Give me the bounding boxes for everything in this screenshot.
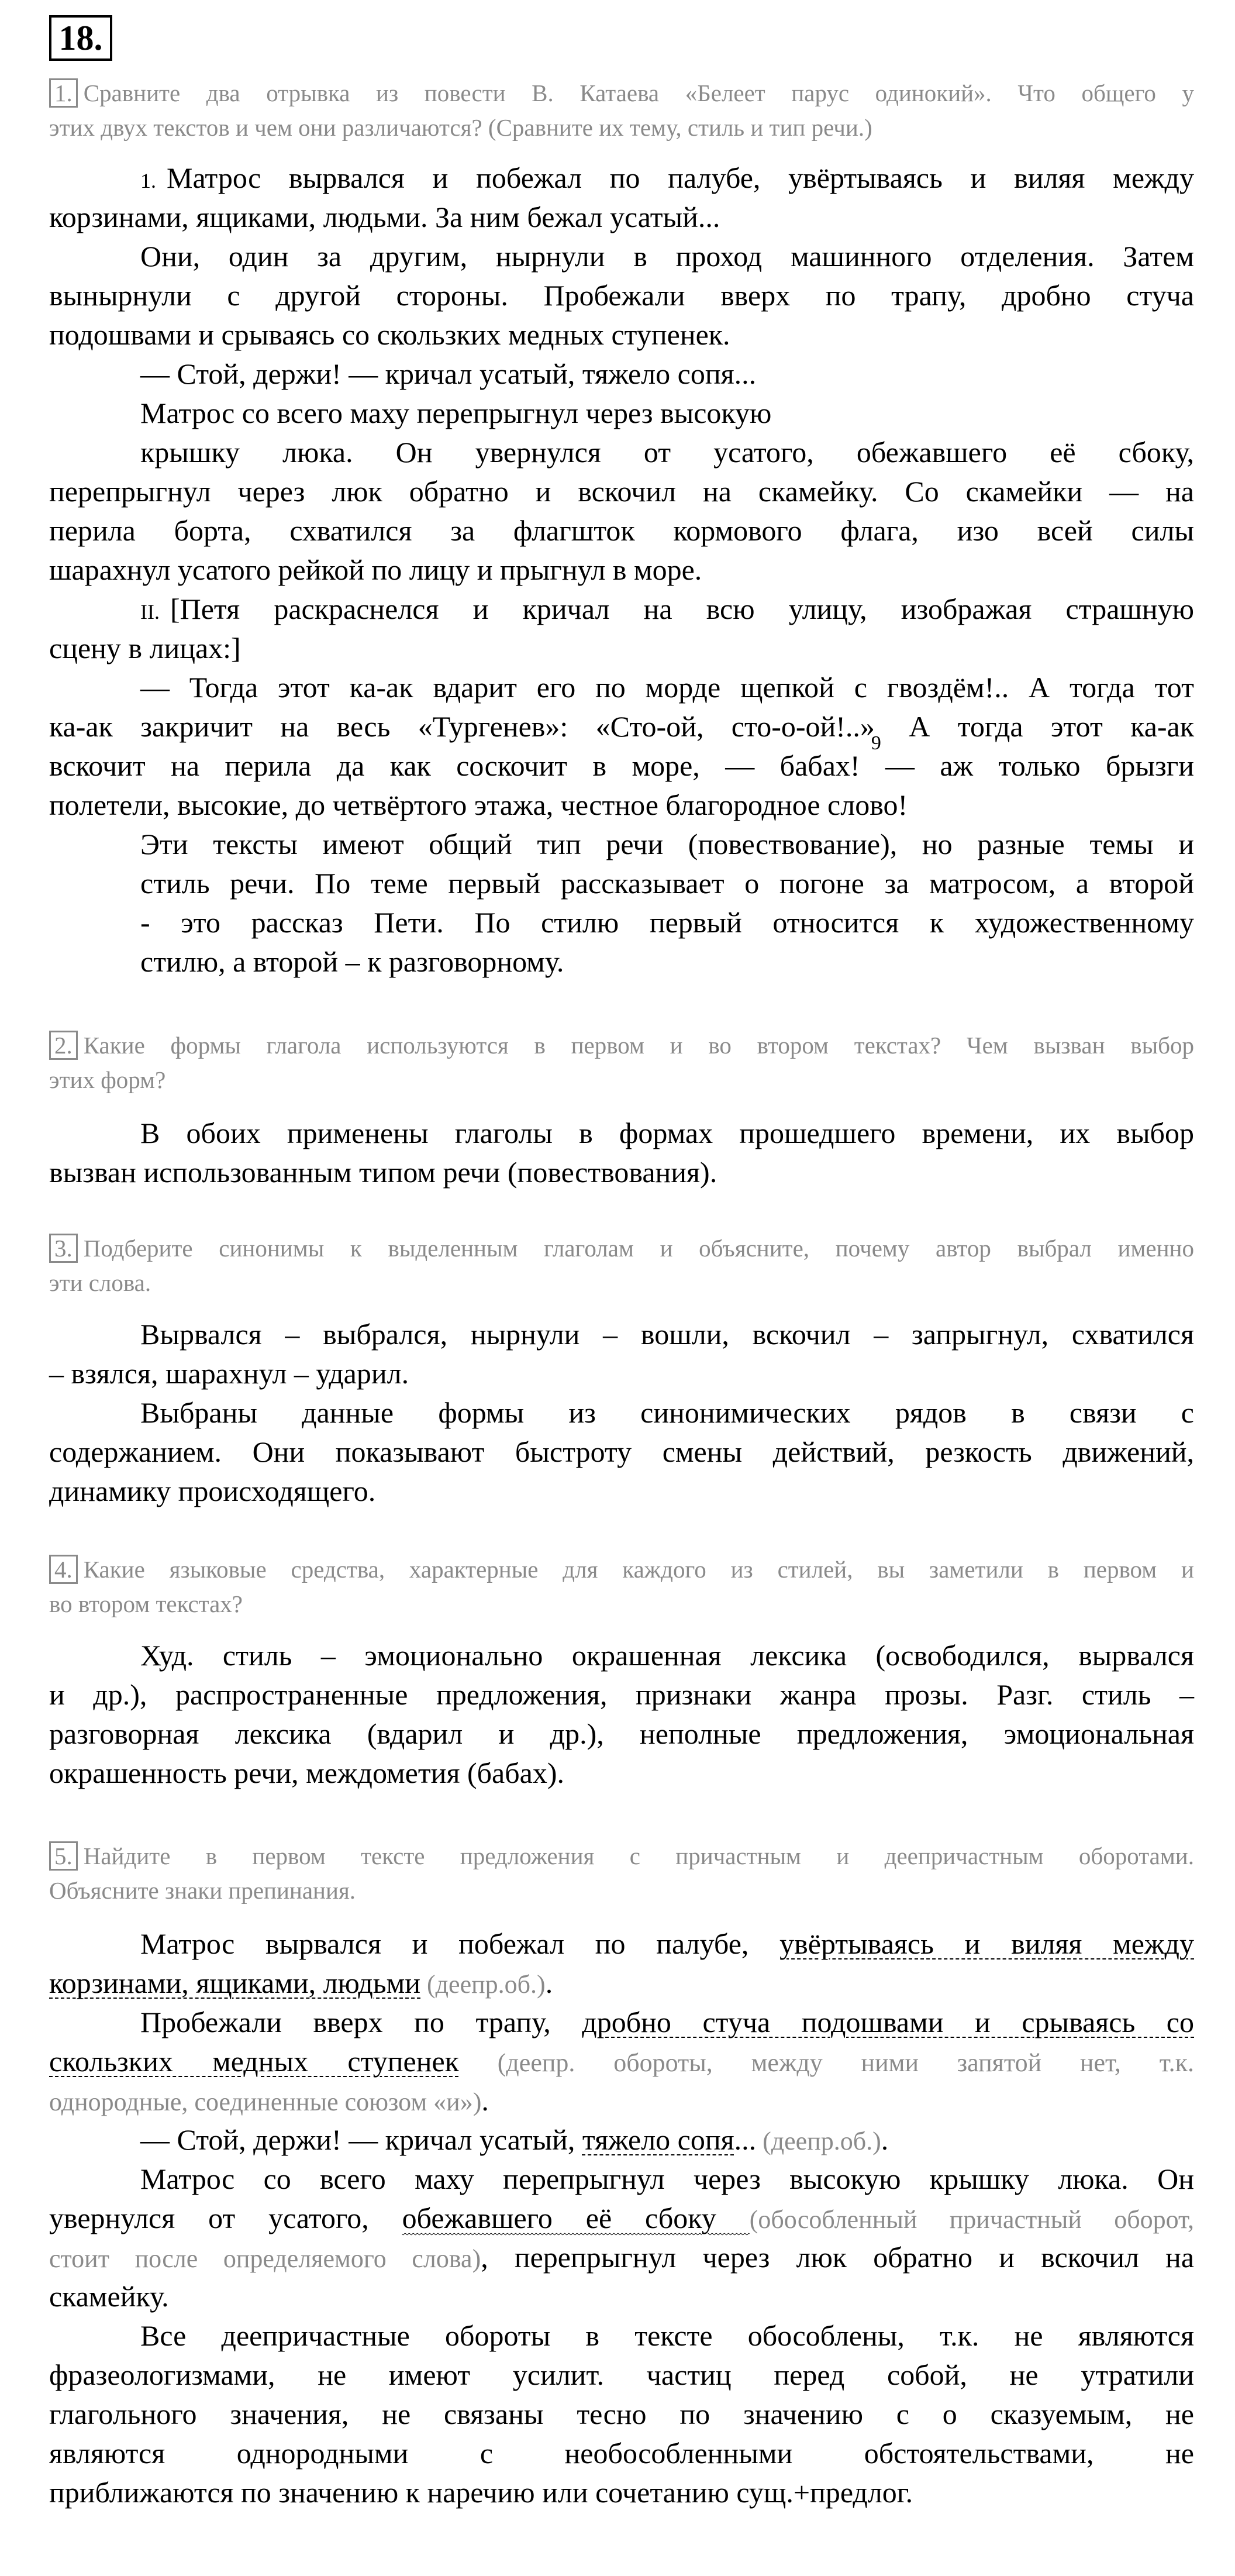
text-line [49, 2120, 1194, 2160]
adverbial-phrase: скользких медных ступенек [49, 2045, 459, 2078]
text-line: - это рассказ Пети. По стилю первый относится к художественному [140, 906, 1194, 939]
question-line [49, 1231, 1194, 1266]
text-line: Они, один за другим, нырнули в проход машинного отделения. Затем [140, 240, 1194, 273]
question-number: 3. [49, 1234, 78, 1263]
adverbial-phrase: дробно стуча подошвами и срываясь со [582, 2006, 1195, 2038]
text: Матрос вырвался и побежал по палубе, [140, 1927, 780, 1960]
question-number: 1. [49, 78, 78, 108]
text-line [49, 707, 1195, 754]
text-line [49, 1964, 1194, 2003]
text-line [49, 1924, 1194, 1964]
text-line: шарахнул усатого рейкой по лицу и прыгнул в море. [49, 553, 702, 586]
text: А тогда этот ка-ак [909, 710, 1195, 743]
text: [Петя раскраснелся и кричал на всю улицу, изображая страшную [170, 593, 1194, 625]
adverbial-phrase: тяжело сопя [582, 2123, 734, 2156]
text-line: Все деепричастные обороты в тексте обособлены, т.к. не являются [140, 2319, 1194, 2352]
text-line: динамику происходящего. [49, 1475, 376, 1507]
text-line: Худ. стиль – эмоционально окрашенная лексика (освободился, вырвался [140, 1639, 1194, 1672]
answer-4 [49, 1636, 1194, 1793]
text-line: Матрос со всего маху перепрыгнул через высокую [140, 397, 772, 429]
question-2 [49, 1028, 1194, 1097]
question-line [49, 1552, 1194, 1587]
text: ка-ак закричит на весь «Тургенев»: «Сто-ой, сто-о-ой!..» [49, 710, 875, 743]
question-line: этих двух текстов и чем они различаются? (Сравните их тему, стиль и тип речи.) [49, 114, 872, 141]
text: ... [734, 2123, 757, 2156]
text-line [49, 2238, 1194, 2277]
text-line [49, 590, 1194, 629]
text-line: скамейку. [49, 2280, 169, 2313]
text-line [49, 2042, 1194, 2081]
text: . [481, 2084, 489, 2117]
text-line: — Тогда этот ка-ак вдарит его по морде щепкой с гвоздём!.. А тогда тот [140, 671, 1194, 704]
text-line: стиль речи. По теме первый рассказывает о погоне за матросом, а второй [140, 867, 1194, 900]
text-line: перепрыгнул через люк обратно и вскочил на скамейку. Со скамейки — на [49, 475, 1194, 508]
text-line: приближаются по значению к наречию или сочетанию сущ.+предлог. [49, 2476, 913, 2509]
question-text: Какие формы глагола используются в первом и во втором текстах? Чем вызван выбор [83, 1032, 1194, 1059]
question-line [49, 1839, 1194, 1874]
text-line: глагольного значения, не связаны тесно по значению с о сказуемым, не [49, 2398, 1194, 2430]
text-line: корзинами, ящиками, людьми. За ним бежал усатый... [49, 201, 720, 233]
text-line: вызван использованным типом речи (повествования). [49, 1156, 717, 1189]
text-line: перила борта, схватился за флагшток кормового флага, изо всей силы [49, 514, 1194, 547]
text-line: фразеологизмами, не имеют усилит. частиц перед собой, не утратили [49, 2358, 1194, 2391]
text-line: разговорная лексика (вдарил и др.), неполные предложения, эмоциональная [49, 1717, 1194, 1750]
text: Матрос вырвался и побежал по палубе, увёртываясь и виляя между [167, 161, 1194, 194]
text-line: В обоих применены глаголы в формах прошедшего времени, их выбор [140, 1117, 1194, 1149]
note: (обособленный причастный оборот, [749, 2205, 1194, 2234]
page-mark: 9 [871, 732, 881, 754]
question-5 [49, 1839, 1194, 1908]
text-line: вскочит на перила да как соскочит в море, — бабах! — аж только брызги [49, 749, 1194, 782]
text-line: и др.), распространенные предложения, признаки жанра прозы. Разг. стиль – [49, 1678, 1194, 1711]
text: увернулся от усатого, [49, 2202, 402, 2234]
question-number: 5. [49, 1841, 78, 1871]
task-number: 18. [49, 15, 112, 61]
question-text: Какие языковые средства, характерные для каждого из стилей, вы заметили в первом и [83, 1556, 1194, 1583]
text-line: являются однородными с необособленными обстоятельствами, не [49, 2437, 1194, 2470]
answer-5 [49, 1924, 1194, 2512]
text-line: – взялся, шарахнул – ударил. [49, 1357, 409, 1390]
text-line: содержанием. Они показывают быстроту смены действий, резкость движений, [49, 1435, 1194, 1468]
question-text: Подберите синонимы к выделенным глаголам и объясните, почему автор выбрал именно [83, 1235, 1194, 1262]
text-line: крышку люка. Он увернулся от усатого, обежавшего её сбоку, [140, 436, 1194, 469]
adverbial-phrase: увёртываясь и виляя между [779, 1927, 1194, 1960]
question-3 [49, 1231, 1194, 1300]
text-line: Выбраны данные формы из синонимических рядов в связи с [140, 1396, 1194, 1429]
adverbial-phrase: корзинами, ящиками, людьми [49, 1967, 421, 1999]
note: однородные, соединенные союзом «и») [49, 2088, 482, 2116]
text: Пробежали вверх по трапу, [140, 2006, 582, 2038]
text: , перепрыгнул через люк обратно и вскочил на [481, 2241, 1195, 2274]
text-line: сцену в лицах:] [49, 632, 241, 664]
text-line: окрашенность речи, междометия (бабах). [49, 1757, 565, 1789]
text: . [545, 1967, 553, 1999]
question-text: Сравните два отрывка из повести В. Катаева «Белеет парус одинокий». Что общего у [83, 80, 1194, 106]
text-line [49, 159, 1194, 198]
note: (деепр.об.) [420, 1970, 546, 1999]
text-line: Эти тексты имеют общий тип речи (повествование), но разные темы и [140, 828, 1194, 860]
question-4 [49, 1552, 1194, 1621]
question-1 [49, 76, 1194, 145]
excerpt-label: II. [140, 600, 160, 624]
text-line [49, 2199, 1194, 2238]
question-line: Объясните знаки препинания. [49, 1877, 356, 1904]
text-line: Вырвался – выбрался, нырнули – вошли, вскочил – запрыгнул, схватился [140, 1318, 1194, 1351]
text-line: вынырнули с другой стороны. Пробежали вверх по трапу, дробно стуча [49, 279, 1194, 312]
excerpt-label: 1. [140, 169, 156, 192]
text-line: полетели, высокие, до четвёртого этажа, честное благородное слово! [49, 788, 908, 821]
question-line: эти слова. [49, 1269, 151, 1296]
text: . [881, 2123, 889, 2156]
question-text: Найдите в первом тексте предложения с причастным и деепричастным оборотами. [83, 1843, 1194, 1869]
question-line [49, 1028, 1194, 1063]
answer-1 [49, 159, 1194, 982]
participial-phrase: обежавшего её сбоку [402, 2202, 750, 2234]
text-line: — Стой, держи! — кричал усатый, тяжело сопя... [140, 357, 757, 390]
answer-3 [49, 1315, 1194, 1511]
note: (деепр. обороты, между ними запятой нет, т.к. [458, 2048, 1194, 2077]
answer-2 [49, 1114, 1194, 1192]
text-line: стилю, а второй – к разговорному. [140, 945, 564, 978]
text-line: подошвами и срываясь со скользких медных ступенек. [49, 318, 730, 351]
text-line [49, 2003, 1194, 2042]
question-line: во втором текстах? [49, 1590, 243, 1617]
note: стоит после определяемого слова) [49, 2244, 481, 2273]
question-number: 4. [49, 1555, 78, 1584]
question-line: этих форм? [49, 1066, 166, 1093]
text-line [49, 2081, 1194, 2120]
note: (деепр.об.) [756, 2127, 881, 2155]
question-number: 2. [49, 1031, 78, 1060]
text: — Стой, держи! — кричал усатый, [140, 2123, 582, 2156]
text-line: Матрос со всего маху перепрыгнул через высокую крышку люка. Он [140, 2162, 1194, 2195]
question-line [49, 76, 1194, 111]
